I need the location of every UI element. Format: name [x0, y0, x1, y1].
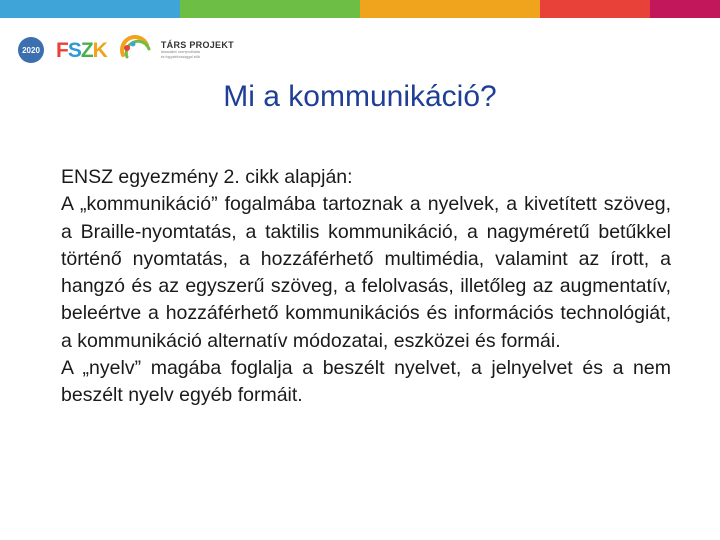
top-bar-segment-red	[540, 0, 650, 18]
body-paragraph-intro: ENSZ egyezmény 2. cikk alapján:	[61, 166, 353, 188]
top-bar-segment-green	[180, 0, 360, 18]
tars-projekt-logo-icon	[117, 35, 157, 65]
logo-2020-icon	[18, 37, 44, 63]
top-bar-segment-magenta	[650, 0, 720, 18]
fszk-logo	[56, 40, 107, 61]
fszk-logo-letter-f: F	[56, 38, 68, 62]
tars-projekt-title: TÁRS PROJEKT	[160, 40, 234, 50]
body-paragraph-communication: A „kommunikáció” fogalmába tartoznak a nyelvek, a kivetített szöveg, a Braille-nyomtatás, a taktilis kommunikáció, a nagyméretű betűkkel történő nyomtatás, a hozzáférhető multimédia, valamint az írott, a hangzó és az egyszerű szöveg, a felolvasás, illetőleg az augmentatív, beleértve a hozzáférhető kommunikációs és információs technológiát, a kommunikáció alternatív módozatai, eszközei és formái.	[61, 193, 671, 352]
fszk-logo-letter-s: S	[67, 38, 81, 62]
tars-projekt-subtitle-1: társadalmi szerepvállalás	[160, 50, 201, 54]
top-bar-segment-blue	[0, 0, 180, 18]
slide-body	[61, 164, 671, 410]
top-bar-segment-orange	[360, 0, 540, 18]
tars-projekt-text	[161, 40, 234, 60]
slide-title: Mi a kommunikáció?	[223, 80, 497, 113]
fszk-logo-letter-z: Z	[80, 38, 93, 62]
body-paragraph-language: A „nyelv” magába foglalja a beszélt nyelvet, a jelnyelvet és a nem beszélt nyelv egyéb formáit.	[61, 357, 671, 407]
logo-2020-text: 2020	[22, 45, 40, 55]
header-logos	[18, 32, 234, 68]
tars-projekt-subtitle-2: és fogyatékossággal élők	[160, 55, 201, 59]
top-color-bar	[0, 0, 720, 18]
fszk-logo-letter-k: K	[92, 38, 107, 62]
